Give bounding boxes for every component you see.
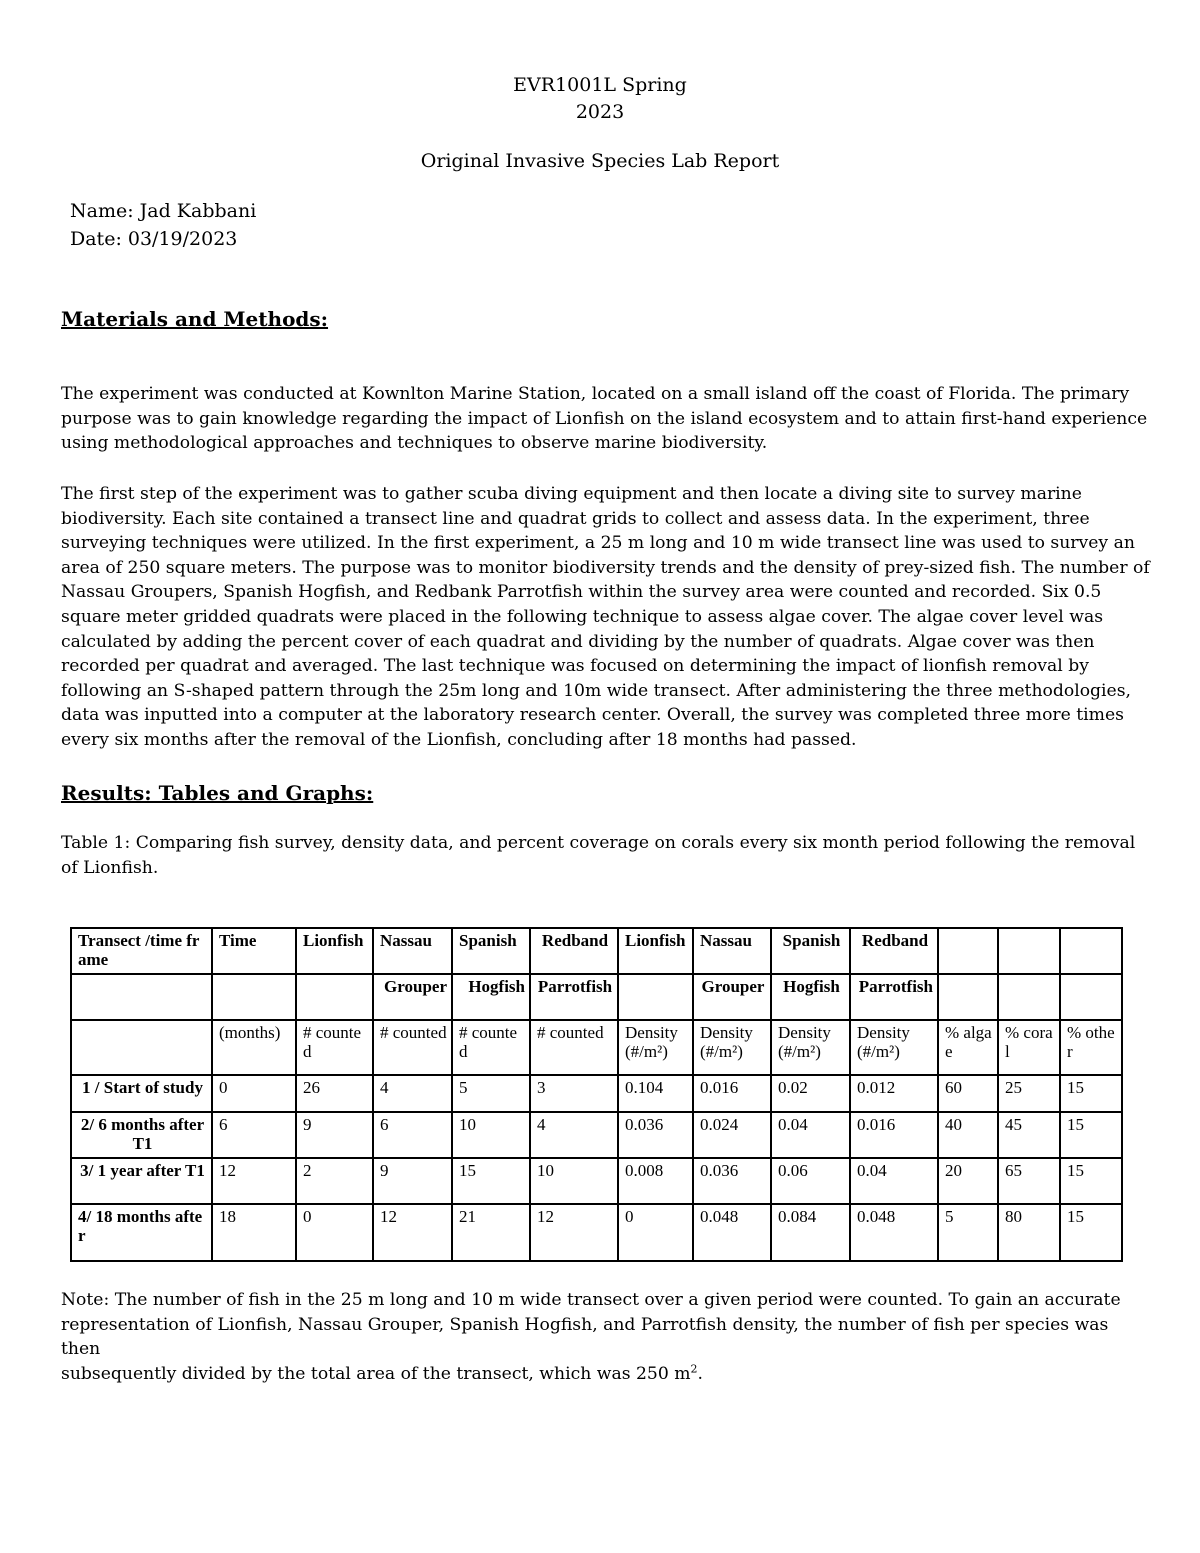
table-cell: 65 bbox=[998, 1158, 1060, 1204]
note-period: . bbox=[697, 1363, 704, 1384]
header-cell: Time bbox=[212, 928, 296, 974]
header-cell: Grouper bbox=[693, 974, 771, 1020]
header-cell bbox=[71, 974, 212, 1020]
header-cell: Redband bbox=[530, 928, 618, 974]
table-row bbox=[71, 1204, 1122, 1261]
course-year: 2023 bbox=[575, 101, 625, 123]
table-cell: 0.048 bbox=[693, 1204, 771, 1261]
header-cell: # counted bbox=[296, 1020, 373, 1075]
table-cell: 60 bbox=[938, 1075, 998, 1112]
table-cell: 15 bbox=[1060, 1158, 1122, 1204]
header-cell: Nassau bbox=[693, 928, 771, 974]
table-cell: 0.012 bbox=[850, 1075, 938, 1112]
header-cell: Hogfish bbox=[452, 974, 530, 1020]
table-cell: 9 bbox=[373, 1158, 452, 1204]
header-cell: Parrotfish bbox=[530, 974, 618, 1020]
table-caption: Table 1: Comparing fish survey, density data, and percent coverage on corals every six month period following the removal of Lionfish. bbox=[61, 833, 1136, 878]
results-heading: Results: Tables and Graphs: bbox=[61, 781, 374, 805]
table-cell: 20 bbox=[938, 1158, 998, 1204]
header-cell: % algae bbox=[938, 1020, 998, 1075]
table-cell: 0.02 bbox=[771, 1075, 850, 1112]
table-cell: 10 bbox=[452, 1112, 530, 1158]
header-cell: % coral bbox=[998, 1020, 1060, 1075]
table-cell: 2 bbox=[296, 1158, 373, 1204]
table-cell: 6 bbox=[373, 1112, 452, 1158]
table-cell: 15 bbox=[1060, 1075, 1122, 1112]
table-cell: 6 bbox=[212, 1112, 296, 1158]
table-cell: 5 bbox=[938, 1204, 998, 1261]
table-row bbox=[71, 1112, 1122, 1158]
row-label: 4/ 18 months after bbox=[71, 1204, 212, 1261]
table-cell: 12 bbox=[212, 1158, 296, 1204]
header-cell: Spanish bbox=[771, 928, 850, 974]
table-cell: 0.016 bbox=[850, 1112, 938, 1158]
table-note bbox=[61, 1288, 1151, 1386]
header-cell: % other bbox=[1060, 1020, 1122, 1075]
table-cell: 0.024 bbox=[693, 1112, 771, 1158]
header-cell: Hogfish bbox=[771, 974, 850, 1020]
course-title: EVR1001L Spring bbox=[513, 74, 687, 96]
methods-heading: Materials and Methods: bbox=[61, 307, 329, 331]
header-cell: Spanish bbox=[452, 928, 530, 974]
header-cell: Density (#/m²) bbox=[850, 1020, 938, 1075]
table-cell: 15 bbox=[1060, 1204, 1122, 1261]
table-cell: 12 bbox=[530, 1204, 618, 1261]
row-label: 1 / Start of study bbox=[71, 1075, 212, 1112]
row-label: 3/ 1 year after T1 bbox=[71, 1158, 212, 1204]
table-cell: 0 bbox=[618, 1204, 693, 1261]
table-cell: 0 bbox=[212, 1075, 296, 1112]
header-cell bbox=[1060, 928, 1122, 974]
student-name: Name: Jad Kabbani bbox=[70, 200, 257, 222]
row-label: 2/ 6 months after T1 bbox=[71, 1112, 212, 1158]
header-cell: Lionfish bbox=[296, 928, 373, 974]
table-cell: 15 bbox=[1060, 1112, 1122, 1158]
table-cell: 0.084 bbox=[771, 1204, 850, 1261]
header-cell: Density (#/m²) bbox=[693, 1020, 771, 1075]
header-cell bbox=[938, 974, 998, 1020]
header-cell: # counted bbox=[373, 1020, 452, 1075]
table-cell: 26 bbox=[296, 1075, 373, 1112]
table-cell: 12 bbox=[373, 1204, 452, 1261]
table-header-row-3 bbox=[71, 1020, 1122, 1075]
header-cell bbox=[212, 974, 296, 1020]
table-cell: 80 bbox=[998, 1204, 1060, 1261]
table-cell: 0 bbox=[296, 1204, 373, 1261]
table-header-row-2 bbox=[71, 974, 1122, 1020]
header-cell bbox=[71, 1020, 212, 1075]
report-title: Original Invasive Species Lab Report bbox=[420, 150, 780, 172]
header-cell: # counted bbox=[452, 1020, 530, 1075]
table-cell: 0.036 bbox=[693, 1158, 771, 1204]
table-cell: 4 bbox=[373, 1075, 452, 1112]
table-cell: 0.104 bbox=[618, 1075, 693, 1112]
header-cell: Transect /time frame bbox=[71, 928, 212, 974]
header-cell bbox=[998, 974, 1060, 1020]
header-cell: # counted bbox=[530, 1020, 618, 1075]
methods-paragraph-1: The experiment was conducted at Kownlton Marine Station, located on a small island off the coast of Florida. The primary purpose was to gain knowledge regarding the impact of Lionfish on the island ecosystem and to attain first-hand experience using methodological approaches and techniques to observe marine biodiversity. bbox=[61, 384, 1148, 454]
table-cell: 0.036 bbox=[618, 1112, 693, 1158]
table-cell: 0.008 bbox=[618, 1158, 693, 1204]
header-cell bbox=[938, 928, 998, 974]
table-cell: 0.04 bbox=[771, 1112, 850, 1158]
header-cell: Density (#/m²) bbox=[771, 1020, 850, 1075]
table-row bbox=[71, 1075, 1122, 1112]
table-cell: 5 bbox=[452, 1075, 530, 1112]
table-cell: 25 bbox=[998, 1075, 1060, 1112]
header-cell bbox=[1060, 974, 1122, 1020]
table-cell: 21 bbox=[452, 1204, 530, 1261]
header-cell bbox=[998, 928, 1060, 974]
header-cell: Redband bbox=[850, 928, 938, 974]
table-cell: 0.04 bbox=[850, 1158, 938, 1204]
table-cell: 9 bbox=[296, 1112, 373, 1158]
table-cell: 0.016 bbox=[693, 1075, 771, 1112]
report-date: Date: 03/19/2023 bbox=[70, 228, 238, 250]
table-cell: 45 bbox=[998, 1112, 1060, 1158]
table-cell: 10 bbox=[530, 1158, 618, 1204]
methods-paragraph-2: The first step of the experiment was to gather scuba diving equipment and then locate a diving site to survey marine biodiversity. Each site contained a transect line and quadrat grids to collect and assess data. In the experiment, three surveying techniques were utilized. In the first experiment, a 25 m long and 10 m wide transect line was used to survey an area of 250 square meters. The purpose was to monitor biodiversity trends and the density of prey-sized fish. The number of Nassau Groupers, Spanish Hogfish, and Redbank Parrotfish within the survey area were counted and recorded. Six 0.5 square meter gridded quadrats were placed in the following technique to assess algae cover. The algae cover level was calculated by adding the percent cover of each quadrat and dividing by the number of quadrats. Algae cover was then recorded per quadrat and averaged. The last technique was focused on determining the impact of lionfish removal by following an S-shaped pattern through the 25m long and 10m wide transect. After administering the three methodologies, data was inputted into a computer at the laboratory research center. Overall, the survey was completed three more times every six months after the removal of the Lionfish, concluding after 18 months had passed. bbox=[61, 484, 1150, 750]
note-superscript: 2 bbox=[690, 1362, 698, 1376]
header-cell: Lionfish bbox=[618, 928, 693, 974]
header-cell: Nassau bbox=[373, 928, 452, 974]
table-cell: 40 bbox=[938, 1112, 998, 1158]
note-text: Note: The number of fish in the 25 m long and 10 m wide transect over a given period were counted. To gain an accurate representation of Lionfish, Nassau Grouper, Spanish Hogfish, and Parrotfish density, the number of fish per species was then subsequently divided by the total area of the transect, which was 250 m bbox=[61, 1290, 1121, 1384]
table-cell: 18 bbox=[212, 1204, 296, 1261]
table-cell: 0.048 bbox=[850, 1204, 938, 1261]
header-cell bbox=[296, 974, 373, 1020]
table-row bbox=[71, 1158, 1122, 1204]
table-cell: 3 bbox=[530, 1075, 618, 1112]
header-cell: Parrotfish bbox=[850, 974, 938, 1020]
header-cell: Density (#/m²) bbox=[618, 1020, 693, 1075]
fish-survey-table bbox=[70, 927, 1123, 1262]
table-cell: 0.06 bbox=[771, 1158, 850, 1204]
table-header-row-1 bbox=[71, 928, 1122, 974]
table-cell: 15 bbox=[452, 1158, 530, 1204]
header-cell: (months) bbox=[212, 1020, 296, 1075]
header-cell bbox=[618, 974, 693, 1020]
header-cell: Grouper bbox=[373, 974, 452, 1020]
table-cell: 4 bbox=[530, 1112, 618, 1158]
